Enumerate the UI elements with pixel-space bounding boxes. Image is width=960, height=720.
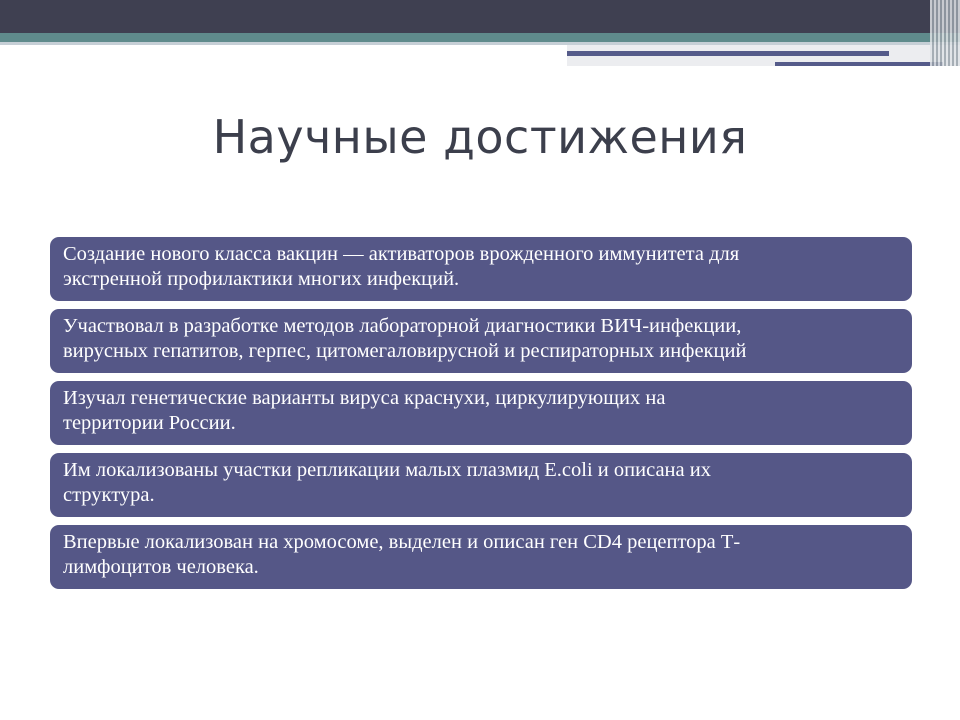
achievement-item-5-line-1: Впервые локализован на хромосоме, выделен и описан ген CD4 рецептора Т-: [63, 531, 741, 553]
achievement-item-3-line-2: территории России.: [63, 412, 236, 434]
achievement-item-1-line-2: экстренной профилактики многих инфекций.: [63, 268, 460, 290]
achievement-item-4: [50, 453, 912, 517]
header-accent-line-short: [775, 62, 943, 66]
header-band-dark: [0, 0, 960, 33]
achievement-item-2: [50, 309, 912, 373]
header-accent-line: [567, 51, 889, 56]
achievement-item-3-line-1: Изучал генетические варианты вируса краснухи, циркулирующих на: [63, 387, 666, 409]
corner-stripes-decoration: [930, 0, 960, 66]
achievement-item-3: [50, 381, 912, 445]
achievement-item-4-line-1: Им локализованы участки репликации малых плазмид E.coli и описана их: [63, 459, 711, 481]
header-band-teal: [0, 33, 960, 42]
achievement-item-5: [50, 525, 912, 589]
achievement-item-1-line-1: Создание нового класса вакцин — активаторов врожденного иммунитета для: [63, 243, 740, 265]
achievement-item-4-line-2: структура.: [63, 484, 155, 506]
slide-title: Научные достижения: [212, 110, 748, 164]
achievement-item-1: [50, 237, 912, 301]
achievement-item-2-line-1: Участвовал в разработке методов лабораторной диагностики ВИЧ-инфекции,: [63, 315, 742, 337]
achievements-list: [50, 237, 912, 597]
achievement-item-5-line-2: лимфоцитов человека.: [63, 556, 259, 578]
achievement-item-2-line-2: вирусных гепатитов, герпес, цитомегаловирусной и респираторных инфекций: [63, 340, 747, 362]
